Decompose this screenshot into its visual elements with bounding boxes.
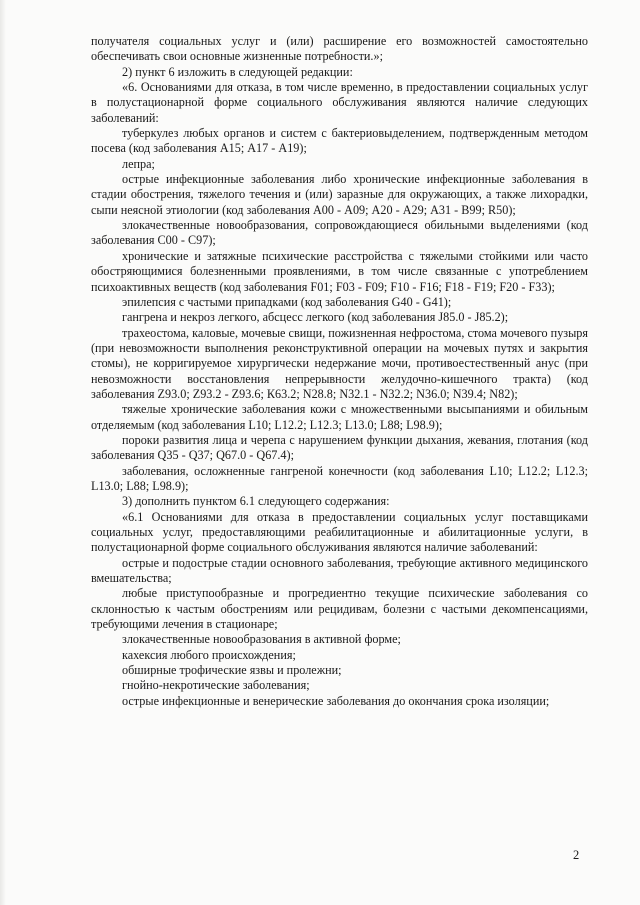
document-body: [91, 34, 588, 709]
paragraph-leprosy: лепра;: [122, 156, 155, 171]
paragraph-mental-disorders: хронические и затяжные психические расстройства с тяжелыми стойкими или часто обостряющимися болезненными проявлениями, в том числе связанные с употреблением психоактивных веществ (код заболевания F01; F03 - F09; F10 - F16; F18 - F19; F20 - F33);: [91, 248, 588, 294]
paragraph-active-neoplasms: злокачественные новообразования в активной форме;: [122, 632, 401, 647]
paragraph-lung-gangrene: гангрена и некроз легкого, абсцесс легкого (код заболевания J85.0 - J85.2);: [122, 310, 509, 325]
scan-edge-shadow: [0, 0, 6, 905]
paragraph-point-6-intro: «6. Основаниями для отказа, в том числе временно, в предоставлении социальных услуг в полустационарной форме социального обслуживания являются наличие следующих заболеваний:: [91, 80, 588, 125]
paragraph-purulent: гнойно-некротические заболевания;: [122, 678, 310, 693]
paragraph-tuberculosis: туберкулез любых органов и систем с бактериовыделением, подтвержденным методом посева (код заболевания А15; А17 - А19);: [91, 126, 588, 156]
paragraph-cachexia: кахексия любого происхождения;: [122, 647, 296, 662]
paragraph-stoma: трахеостома, каловые, мочевые свищи, пожизненная нефростома, стома мочевого пузыря (при невозможности выполнения реконструктивной операции на мочевых путях и закрытия стомы), не корригируемое хирургически недержание мочи, противоестественный анус (при невозможности восстановления непрерывности желудочно-кишечного тракта) (код заболевания Z93.0; Z93.2 - Z93.6; К63.2; N28.8; N32.1 - N32.2; N36.0; N39.4; N82);: [91, 325, 588, 401]
paragraph-face-defects: пороки развития лица и черепа с нарушением функции дыхания, жевания, глотания (код заболевания Q35 - Q37; Q67.0 - Q67.4);: [91, 432, 588, 463]
paragraph-limb-gangrene: заболевания, осложненные гангреной конечности (код заболевания L10; L12.2; L12.3; L13.0; L88; L98.9);: [91, 463, 588, 493]
paragraph-point-6-1-intro: «6.1 Основаниями для отказа в предоставлении социальных услуг поставщиками социальных услуг, предоставляющими реабилитационные и абилитационные услуги, в полустационарной форме социального обслуживания являются наличие заболеваний:: [91, 509, 588, 555]
paragraph-infectious: острые инфекционные заболевания либо хронические инфекционные заболевания в стадии обострения, тяжелого течения и (или) заразные для окружающих, а также лихорадки, сыпи неясной этиологии (код заболевания А00 - А09; А20 - А29; А31 - В99; R50);: [91, 172, 588, 217]
page-number: 2: [573, 848, 580, 862]
paragraph-epilepsy: эпилепсия с частыми припадками (код заболевания G40 - G41);: [122, 294, 452, 309]
paragraph-skin-diseases: тяжелые хронические заболевания кожи с множественными высыпаниями и обильным отделяемым (код заболевания L10; L12.2; L12.3; L13.0; L88; L98.9);: [91, 402, 588, 432]
paragraph-neoplasms: злокачественные новообразования, сопровождающиеся обильными выделениями (код заболевания С00 - С97);: [91, 218, 588, 248]
paragraph-mental-paroxysmal: любые приступообразные и прогредиентно текущие психические заболевания со склонностью к частым обострениям или рецидивам, болезни с частыми декомпенсациями, требующими лечения в стационаре;: [91, 586, 588, 632]
paragraph-item-2: 2) пункт 6 изложить в следующей редакции:: [122, 64, 353, 79]
paragraph-continuation: получателя социальных услуг и (или) расширение его возможностей самостоятельно обеспечивать свои основные жизненные потребности.»;: [91, 34, 588, 64]
paragraph-acute-stages: острые и подострые стадии основного заболевания, требующие активного медицинского вмешательства;: [91, 555, 588, 586]
paragraph-item-3: 3) дополнить пунктом 6.1 следующего содержания:: [122, 494, 390, 509]
paragraph-venereal: острые инфекционные и венерические заболевания до окончания срока изоляции;: [122, 693, 550, 708]
paragraph-ulcers: обширные трофические язвы и пролежни;: [122, 663, 342, 678]
